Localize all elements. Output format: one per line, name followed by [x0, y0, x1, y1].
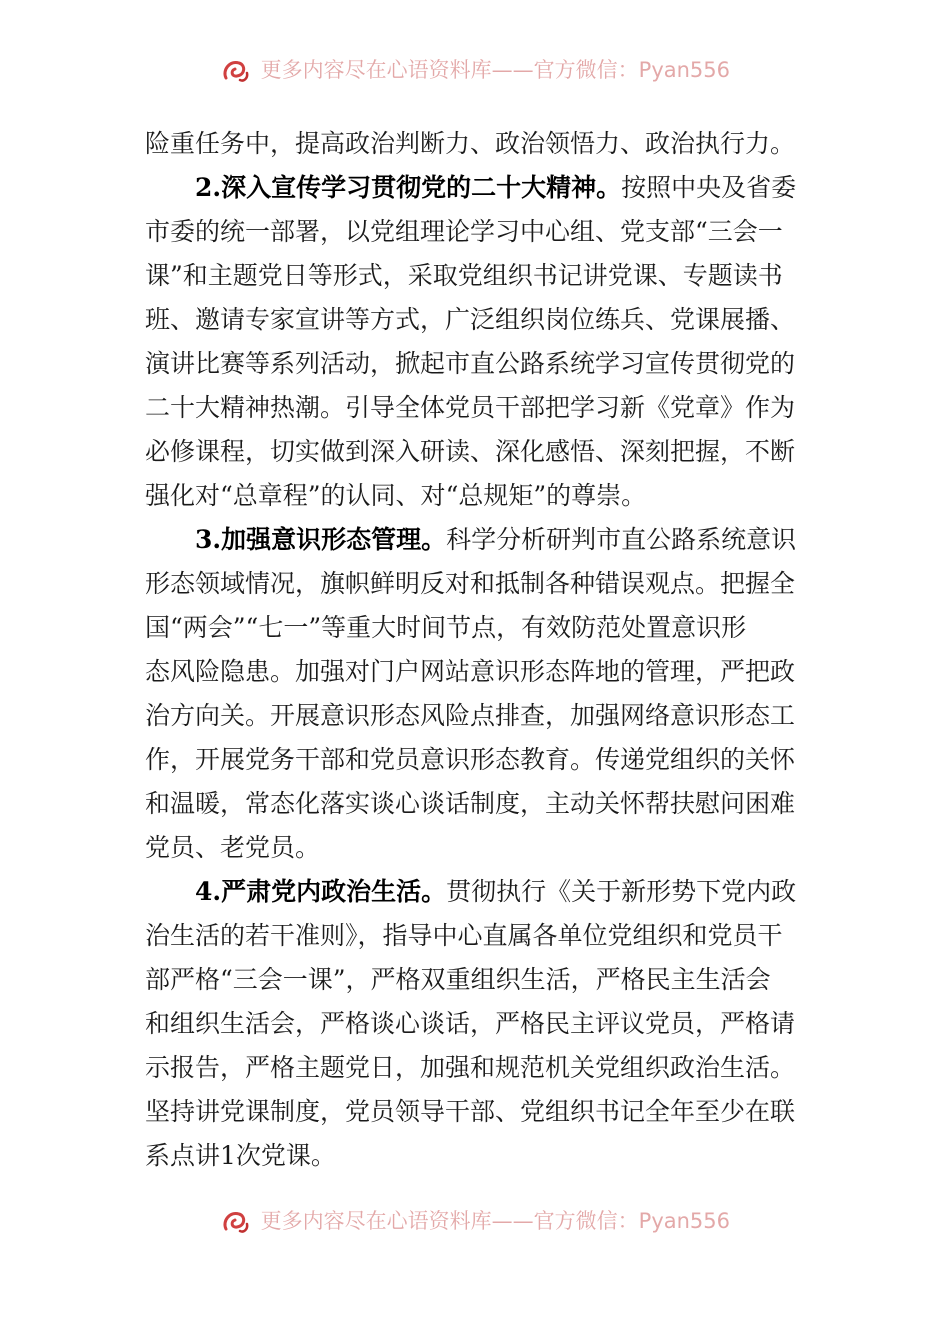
paragraph-item-2: [145, 166, 810, 518]
text-line: 和温暖，常态化落实谈心谈话制度，主动关怀帮扶慰问困难: [145, 789, 796, 818]
text-line: 4.严肃党内政治生活。贯彻执行《关于新形势下党内政: [195, 877, 797, 906]
text-line: 示报告，严格主题党日，加强和规范机关党组织政治生活。: [145, 1053, 796, 1082]
watermark-text: 更多内容尽在心语资料库——官方微信：Pyan556: [260, 58, 731, 82]
text-line: 强化对“总章程”的认同、对“总规矩”的尊崇。: [145, 481, 647, 510]
paragraph-heading: 4.严肃党内政治生活。: [195, 877, 447, 906]
paragraph-item-3: [145, 518, 810, 870]
paragraph-heading: 2.深入宣传学习贯彻党的二十大精神。: [195, 173, 622, 202]
header-watermark: [0, 52, 950, 88]
text-line: 必修课程，切实做到深入研读、深化感悟、深刻把握，不断: [145, 437, 796, 466]
text-line: 和组织生活会，严格谈心谈话，严格民主评议党员，严格请: [145, 1009, 796, 1038]
footer-watermark: [0, 1203, 950, 1239]
text-line: 班、邀请专家宣讲等方式，广泛组织岗位练兵、党课展播、: [145, 305, 796, 334]
text-line: 部严格“三会一课”，严格双重组织生活，严格民主生活会: [145, 965, 771, 994]
paragraph-heading: 3.加强意识形态管理。: [195, 525, 447, 554]
text-line: 2.深入宣传学习贯彻党的二十大精神。按照中央及省委: [195, 173, 797, 202]
text-line: 二十大精神热潮。引导全体党员干部把学习新《党章》作为: [145, 393, 796, 422]
watermark-text: 更多内容尽在心语资料库——官方微信：Pyan556: [260, 1209, 731, 1233]
text-line: 3.加强意识形态管理。科学分析研判市直公路系统意识: [195, 525, 797, 554]
text-line: 坚持讲党课制度，党员领导干部、党组织书记全年至少在联: [145, 1097, 796, 1126]
text-line: 治方向关。开展意识形态风险点排查，加强网络意识形态工: [145, 701, 796, 730]
document-body: [145, 122, 810, 1178]
text-line: 党员、老党员。: [145, 833, 321, 862]
text-line: 形态领域情况，旗帜鲜明反对和抵制各种错误观点。把握全: [145, 569, 796, 598]
text-line: 作，开展党务干部和党员意识形态教育。传递党组织的关怀: [145, 745, 796, 774]
text-line: 国“两会”“七一”等重大时间节点，有效防范处置意识形: [145, 613, 747, 642]
paragraph-continuation: [145, 122, 810, 166]
text-line: 演讲比赛等系列活动，掀起市直公路系统学习宣传贯彻党的: [145, 349, 796, 378]
swirl-logo-icon: [220, 1207, 250, 1237]
swirl-logo-icon: [220, 56, 250, 86]
text-line: 系点讲1次党课。: [145, 1141, 336, 1170]
text-line: 态风险隐患。加强对门户网站意识形态阵地的管理，严把政: [145, 657, 796, 686]
text-line: 市委的统一部署，以党组理论学习中心组、党支部“三会一: [145, 217, 783, 246]
text-line: 治生活的若干准则》，指导中心直属各单位党组织和党员干: [145, 921, 783, 950]
text-line: 课”和主题党日等形式，采取党组织书记讲党课、专题读书: [145, 261, 783, 290]
paragraph-item-4: [145, 870, 810, 1178]
text-line: 险重任务中，提高政治判断力、政治领悟力、政治执行力。: [145, 129, 796, 158]
